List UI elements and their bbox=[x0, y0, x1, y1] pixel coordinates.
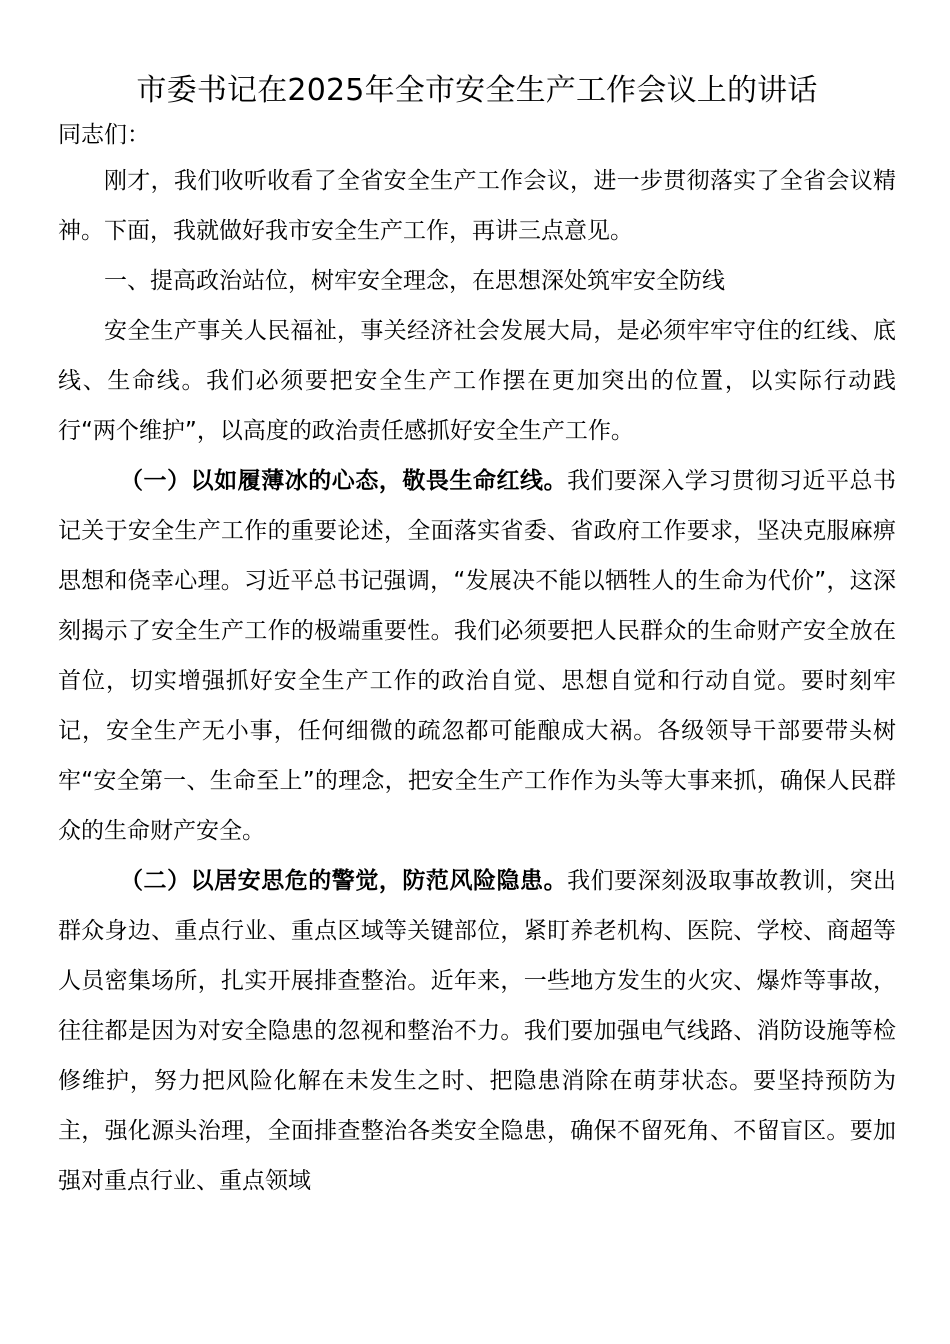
section-1-intro-paragraph: 安全生产事关人民福祉，事关经济社会发展大局，是必须牢牢守住的红线、底线、生命线。我们必须要把安全生产工作摆在更加突出的位置，以实际行动践行“两个维护”，以高度的政治责任感抓好安全生产工作。 bbox=[58, 318, 896, 444]
salutation: 同志们： bbox=[58, 122, 150, 148]
document-page bbox=[58, 62, 896, 1206]
section-1-heading: 一、提高政治站位，树牢安全理念，在思想深处筑牢安全防线 bbox=[104, 268, 725, 294]
subsection-2-lead: （二）以居安思危的警觉，防范风险隐患。 bbox=[120, 868, 568, 894]
subsection-1-body: 我们要深入学习贯彻习近平总书记关于安全生产工作的重要论述，全面落实省委、省政府工作要求，坚决克服麻痹思想和侥幸心理。习近平总书记强调，“发展决不能以牺牲人的生命为代价”，这深刻揭示了安全生产工作的极端重要性。我们必须要把人民群众的生命财产安全放在首位，切实增强抓好安全生产工作的政治自觉、思想自觉和行动自觉。要时刻牢记，安全生产无小事，任何细微的疏忽都可能酿成大祸。各级领导干部要带头树牢“安全第一、生命至上”的理念，把安全生产工作作为头等大事来抓，确保人民群众的生命财产安全。 bbox=[58, 468, 896, 844]
opening-paragraph: 刚才，我们收听收看了全省安全生产工作会议，进一步贯彻落实了全省会议精神。下面，我就做好我市安全生产工作，再讲三点意见。 bbox=[58, 168, 896, 244]
document-title: 市委书记在2025年全市安全生产工作会议上的讲话 bbox=[136, 73, 818, 108]
subsection-2-paragraph bbox=[58, 856, 896, 1206]
subsection-1-lead: （一）以如履薄冰的心态，敬畏生命红线。 bbox=[120, 468, 568, 494]
subsection-1-paragraph bbox=[58, 456, 896, 856]
subsection-2-body: 我们要深刻汲取事故教训，突出群众身边、重点行业、重点区域等关键部位，紧盯养老机构、医院、学校、商超等人员密集场所，扎实开展排查整治。近年来，一些地方发生的火灾、爆炸等事故，往往都是因为对安全隐患的忽视和整治不力。我们要加强电气线路、消防设施等检修维护，努力把风险化解在未发生之时、把隐患消除在萌芽状态。要坚持预防为主，强化源头治理，全面排查整治各类安全隐患，确保不留死角、不留盲区。要加强对重点行业、重点领域 bbox=[58, 868, 896, 1194]
